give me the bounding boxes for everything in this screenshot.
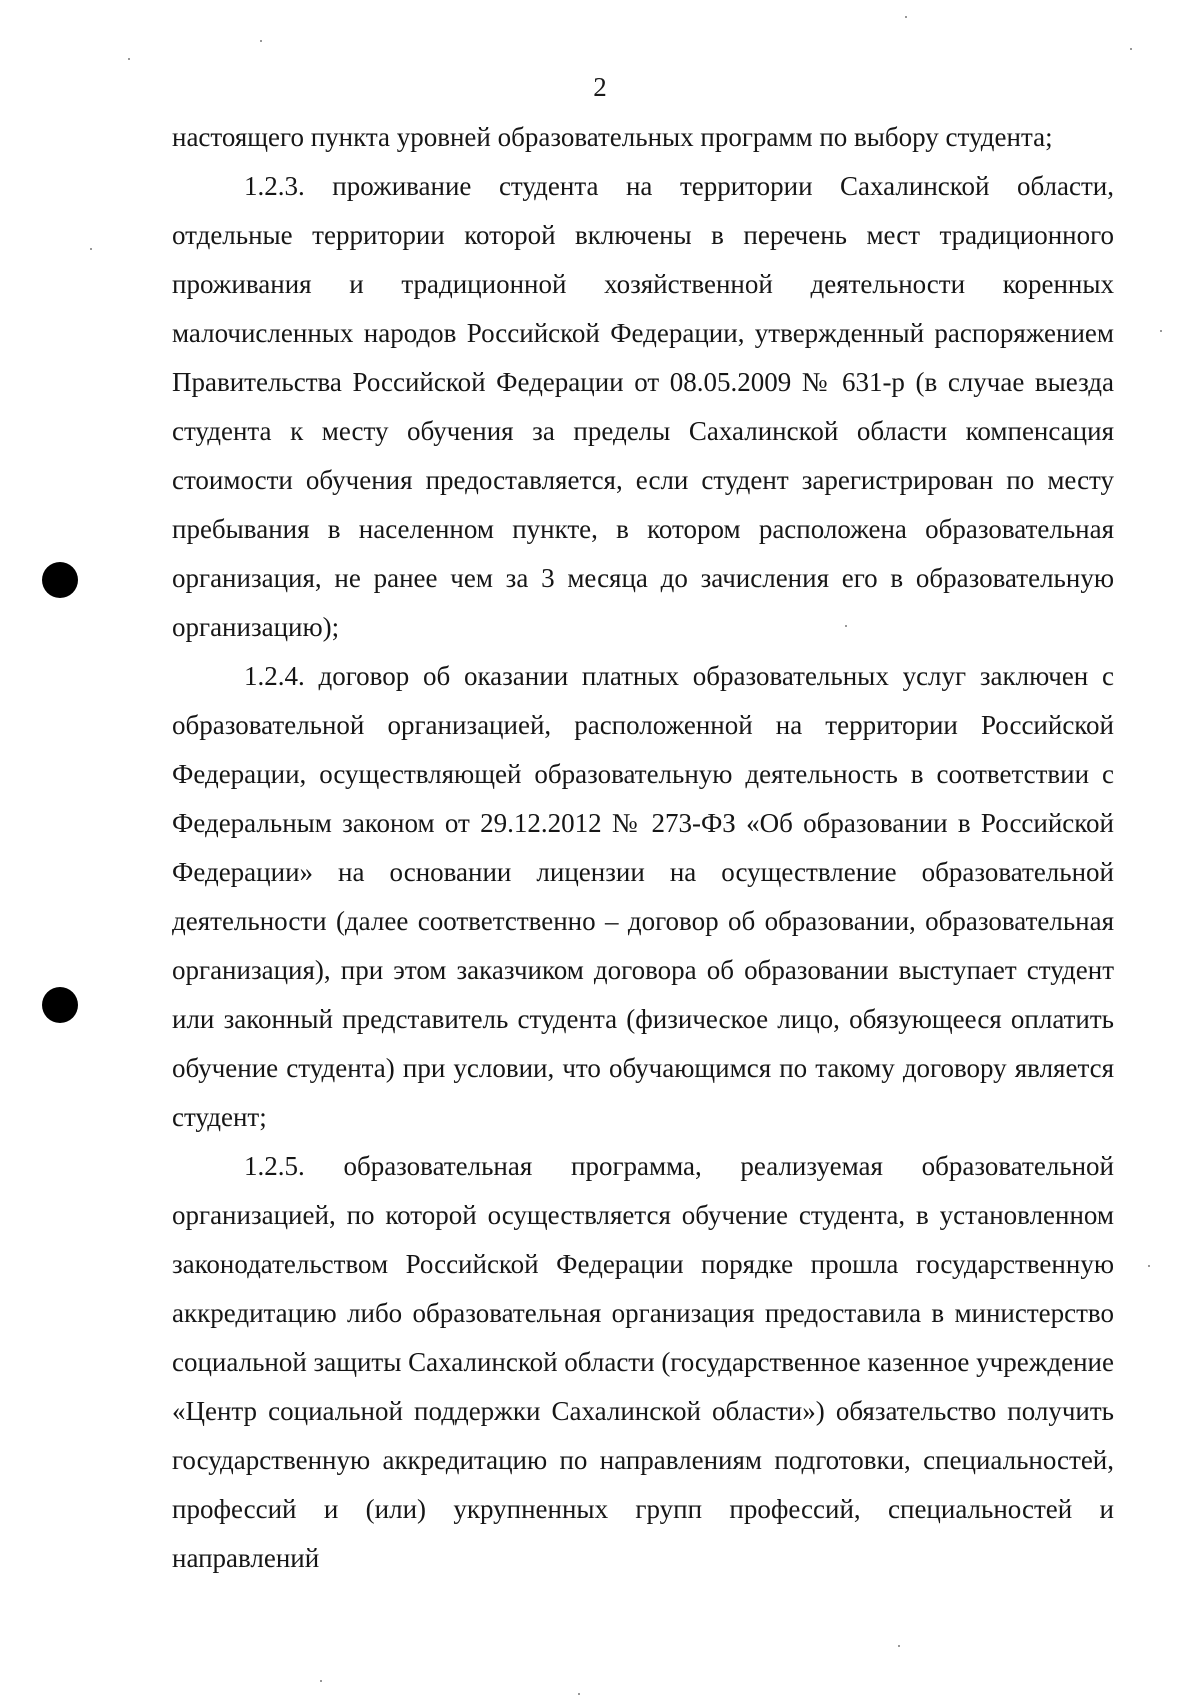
punch-hole-lower [42,987,78,1023]
scan-speck [128,58,130,60]
scan-speck [1148,1265,1150,1267]
scan-speck [320,1680,322,1682]
paragraph-continuation: настоящего пункта уровней образовательных программ по выбору студента; [172,122,1053,152]
scan-speck [260,40,262,42]
scan-speck [90,248,92,250]
scan-speck [1130,48,1132,50]
document-body [172,113,1114,1583]
page-number: 2 [593,72,607,102]
paragraph-1-2-5: 1.2.5. образовательная программа, реализуемая образовательной организацией, по которой осуществляется обучение студента, в установленном законодательством Российской Федерации порядке прошла государственную аккредитацию либо образовательная организация предоставила в министерство социальной защиты Сахалинской области (государственное казенное учреждение «Центр социальной поддержки Сахалинской области») обязательство получить государственную аккредитацию по направлениям подготовки, специальностей, профессий и (или) укрупненных групп профессий, специальностей и направлений [172,1151,1114,1573]
paragraph-1-2-3: 1.2.3. проживание студента на территории Сахалинской области, отдельные территории которой включены в перечень мест традиционного проживания и традиционной хозяйственной деятельности коренных малочисленных народов Российской Федерации, утвержденный распоряжением Правительства Российской Федерации от 08.05.2009 № 631-р (в случае выезда студента к месту обучения за пределы Сахалинской области компенсация стоимости обучения предоставляется, если студент зарегистрирован по месту пребывания в населенном пункте, в котором расположена образовательная организация, не ранее чем за 3 месяца до зачисления его в образовательную организацию); [172,171,1114,642]
scan-speck [845,625,847,627]
punch-hole-upper [42,562,78,598]
scan-speck [1160,330,1162,332]
paragraph-1-2-4: 1.2.4. договор об оказании платных образовательных услуг заключен с образовательной организацией, расположенной на территории Российской Федерации, осуществляющей образовательную деятельность в соответствии с Федеральным законом от 29.12.2012 № 273-ФЗ «Об образовании в Российской Федерации» на основании лицензии на осуществление образовательной деятельности (далее соответственно – договор об образовании, образовательная организация), при этом заказчиком договора об образовании выступает студент или законный представитель студента (физическое лицо, обязующееся оплатить обучение студента) при условии, что обучающимся по такому договору является студент; [172,661,1114,1132]
scan-speck [905,16,907,18]
scan-speck [898,1645,900,1647]
scan-speck [578,1693,580,1695]
